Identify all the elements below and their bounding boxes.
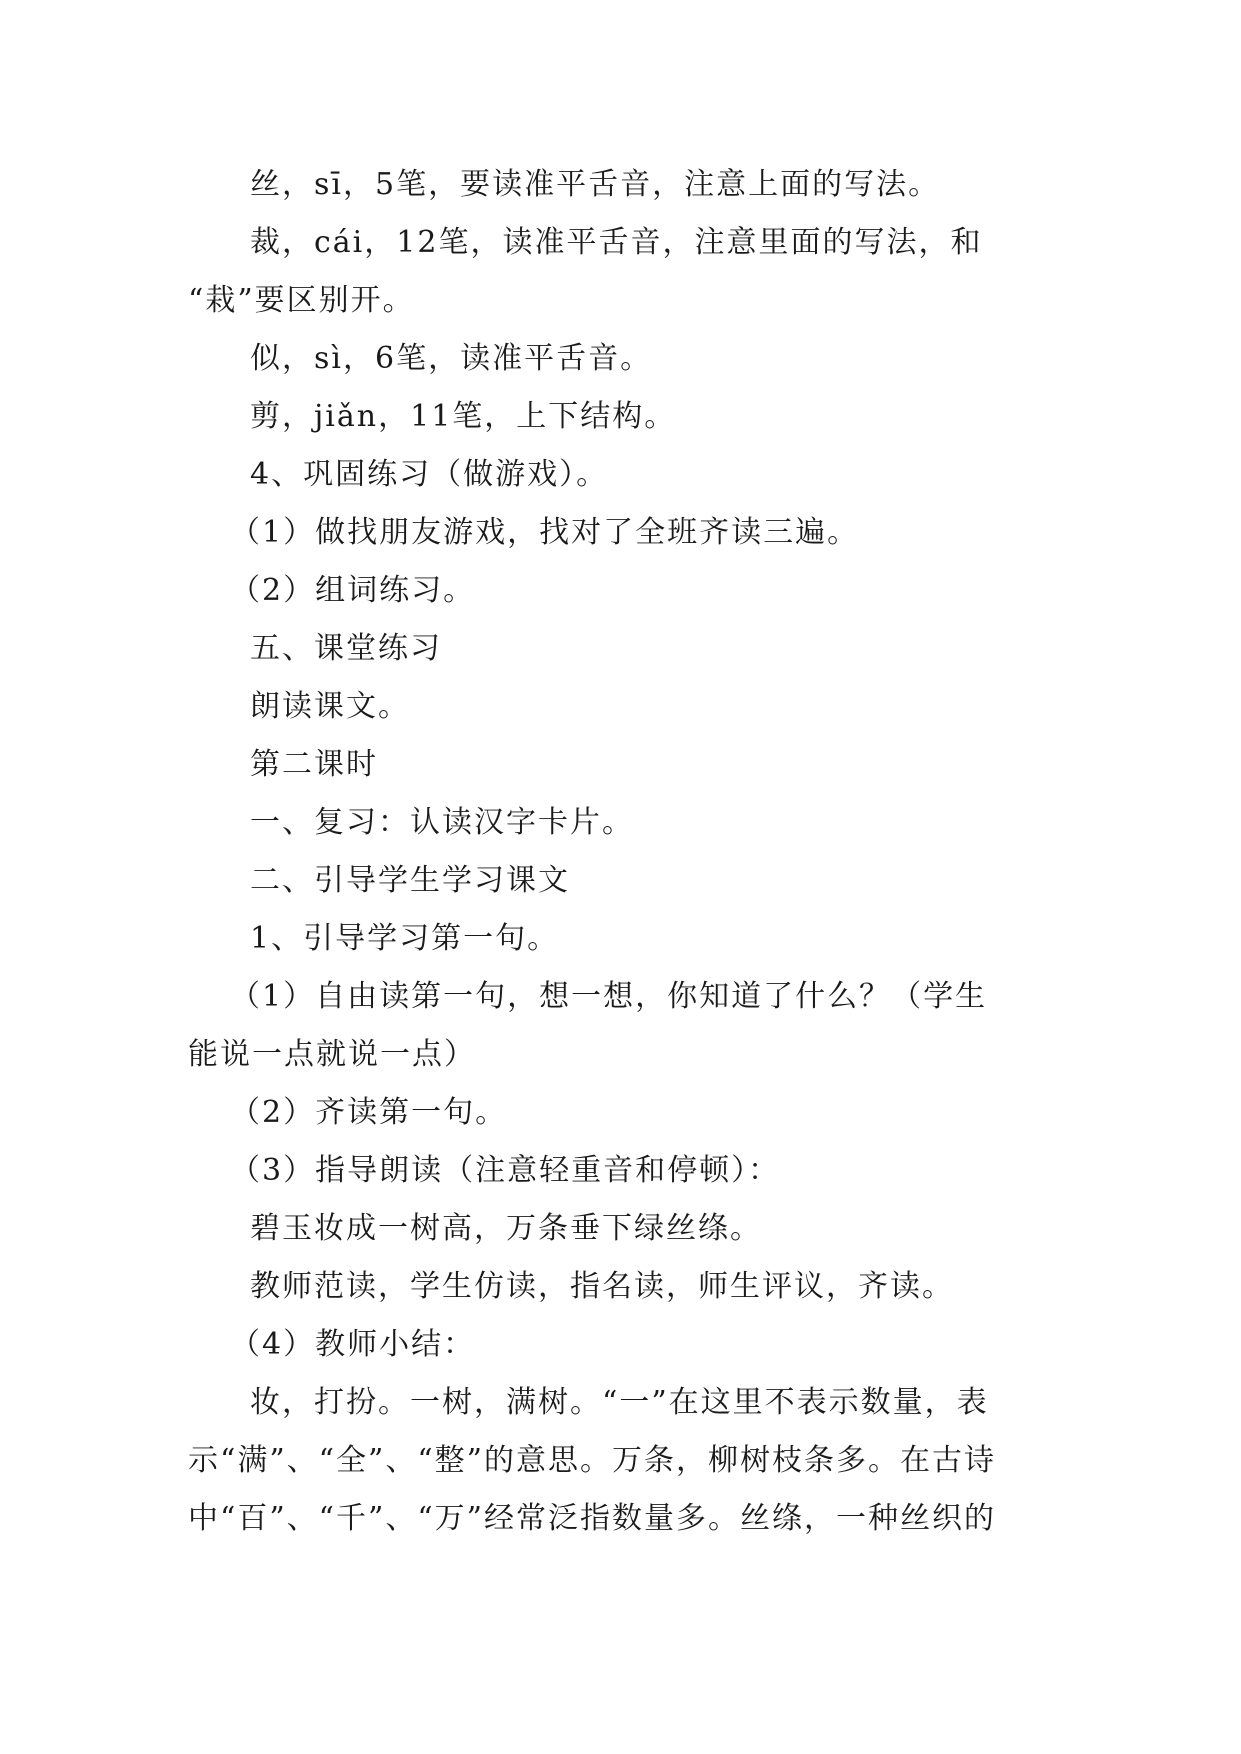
section-heading: 第二课时 bbox=[250, 747, 378, 782]
paragraph-line: 教师范读，学生仿读，指名读，师生评议，齐读。 bbox=[250, 1269, 954, 1304]
paragraph-line: （1）做找朋友游戏，找对了全班齐读三遍。 bbox=[230, 515, 860, 550]
paragraph-line: （4）教师小结： bbox=[230, 1327, 476, 1362]
paragraph-line: 似，sì，6笔，读准平舌音。 bbox=[250, 341, 653, 376]
paragraph-line: （3）指导朗读（注意轻重音和停顿）： bbox=[230, 1153, 781, 1188]
section-heading: 五、课堂练习 bbox=[250, 631, 442, 666]
paragraph-line: 剪，jiǎn，11笔，上下结构。 bbox=[250, 399, 677, 434]
paragraph-line: 1、引导学习第一句。 bbox=[250, 921, 560, 956]
section-heading: 二、引导学生学习课文 bbox=[250, 863, 570, 898]
paragraph-line: 示“满”、“全”、“整”的意思。万条，柳树枝条多。在古诗 bbox=[188, 1443, 997, 1478]
paragraph-line: 妆，打扮。一树，满树。“一”在这里不表示数量，表 bbox=[250, 1385, 989, 1420]
paragraph-line: 丝，sī，5笔，要读准平舌音，注意上面的写法。 bbox=[250, 167, 941, 202]
paragraph-line: 朗读课文。 bbox=[250, 689, 410, 724]
section-heading: 一、复习：认读汉字卡片。 bbox=[250, 805, 634, 840]
paragraph-line: （1）自由读第一句，想一想，你知道了什么？（学生 bbox=[230, 979, 988, 1014]
paragraph-line: 能说一点就说一点） bbox=[188, 1037, 476, 1072]
paragraph-line: （2）组词练习。 bbox=[230, 573, 476, 608]
section-heading: 4、巩固练习（做游戏）。 bbox=[250, 457, 609, 492]
paragraph-line: 中“百”、“千”、“万”经常泛指数量多。丝绦，一种丝织的 bbox=[188, 1501, 997, 1536]
paragraph-line: （2）齐读第一句。 bbox=[230, 1095, 508, 1130]
paragraph-line: 裁，cái，12笔，读准平舌音，注意里面的写法，和 bbox=[250, 225, 983, 260]
poem-line: 碧玉妆成一树高，万条垂下绿丝绦。 bbox=[250, 1211, 762, 1246]
document-body bbox=[188, 156, 1056, 1548]
paragraph-line: “栽”要区别开。 bbox=[188, 283, 415, 318]
